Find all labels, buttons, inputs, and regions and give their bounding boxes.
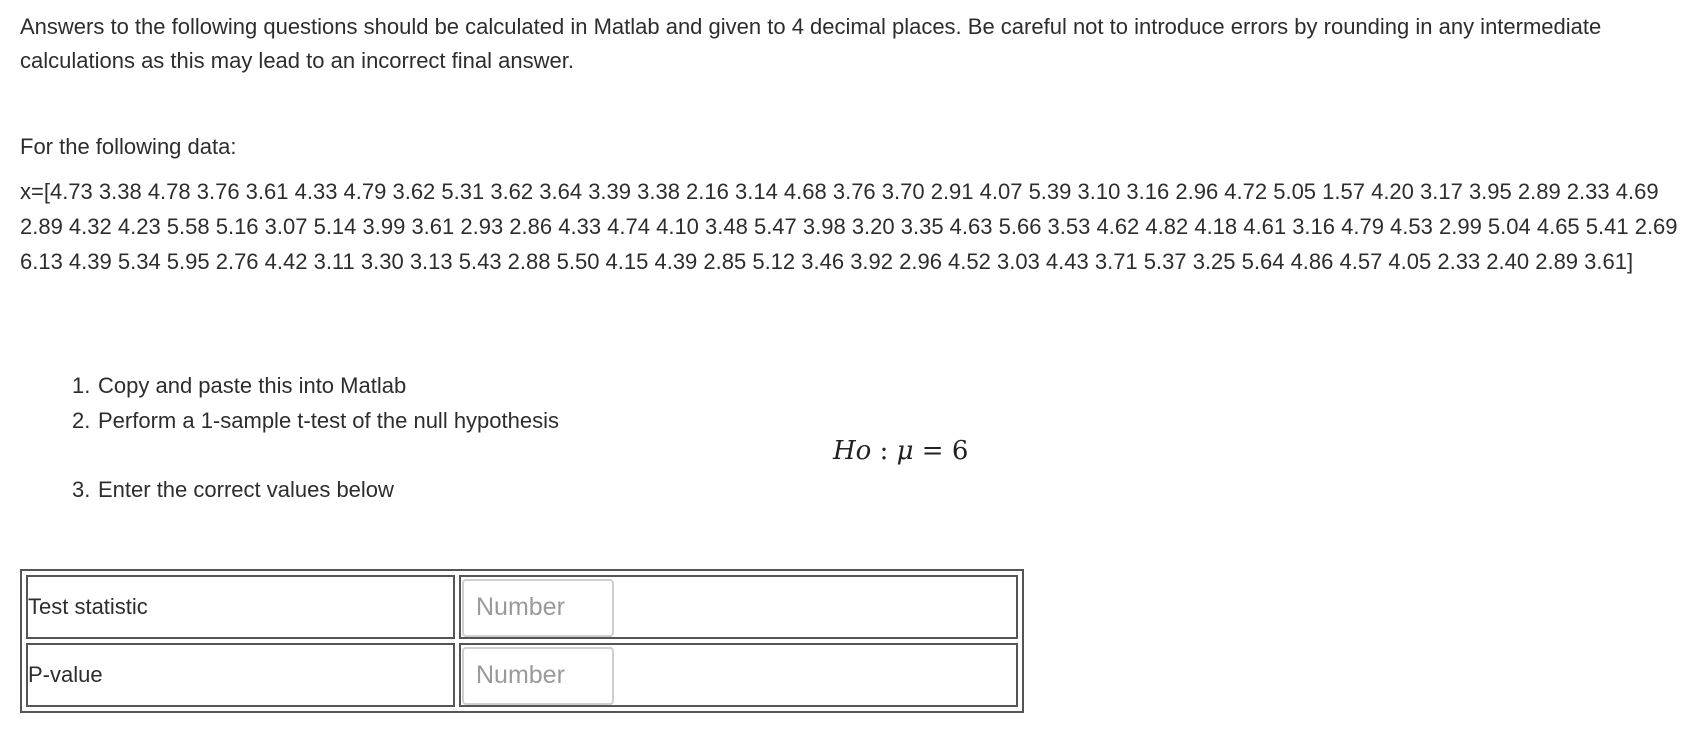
steps-list [72, 368, 559, 438]
step-text: Copy and paste this into Matlab [98, 373, 407, 398]
step-number: 3. [72, 477, 91, 502]
data-label: For the following data: [20, 134, 237, 159]
step-item [72, 403, 559, 438]
test-statistic-input[interactable] [462, 579, 614, 637]
step-item [72, 368, 559, 403]
hypothesis-equals: = [921, 436, 944, 466]
hypothesis-lhs: Ho [833, 436, 872, 466]
step-number: 1. [72, 373, 91, 398]
question-page [20, 10, 1680, 687]
hypothesis-value: 6 [951, 436, 969, 466]
answer-input-cell [459, 575, 1018, 639]
step-text: Enter the correct values below [98, 477, 394, 502]
hypothesis-colon: : [879, 436, 889, 466]
step-item [72, 472, 394, 507]
answer-row-test-statistic [26, 575, 1018, 639]
data-values: x=[4.73 3.38 4.78 3.76 3.61 4.33 4.79 3.62 5.31 3.62 3.64 3.39 3.38 2.16 3.14 4.68 3.76 3.70 2.91 4.07 5.39 3.10 3.16 2.96 4.72 5.05 1.57 4.20 3.17 3.95 2.89 2.33 4.69 2.89 4.32 4.23 5.58 5.16 3.07 5.14 3.99 3.61 2.93 2.86 4.33 4.74 4.10 3.48 5.47 3.98 3.20 3.35 4.63 5.66 3.53 4.62 4.82 4.18 4.61 3.16 4.79 4.53 2.99 5.04 4.65 5.41 2.69 6.13 4.39 5.34 5.95 2.76 4.42 3.11 3.30 3.13 5.43 2.88 5.50 4.15 4.39 2.85 5.12 3.46 3.92 2.96 4.52 3.03 4.43 3.71 5.37 3.25 5.64 4.86 4.57 4.05 2.33 2.40 2.89 3.61] [20, 179, 1678, 274]
answer-label: P-value [26, 643, 455, 707]
instructions-text: Answers to the following questions should be calculated in Matlab and given to 4 decimal places. Be careful not to introduce errors by rounding in any intermediate calculations as this may lead to an incorrect final answer. [20, 14, 1602, 73]
answer-row-p-value [26, 643, 1018, 707]
hypothesis-param: μ [896, 436, 914, 466]
answer-input-cell [459, 643, 1018, 707]
answer-table [20, 569, 1024, 713]
step-text: Perform a 1-sample t-test of the null hypothesis [98, 408, 559, 433]
p-value-input[interactable] [462, 647, 614, 705]
step-number: 2. [72, 408, 91, 433]
null-hypothesis-formula [833, 434, 968, 468]
answer-label: Test statistic [26, 575, 455, 639]
